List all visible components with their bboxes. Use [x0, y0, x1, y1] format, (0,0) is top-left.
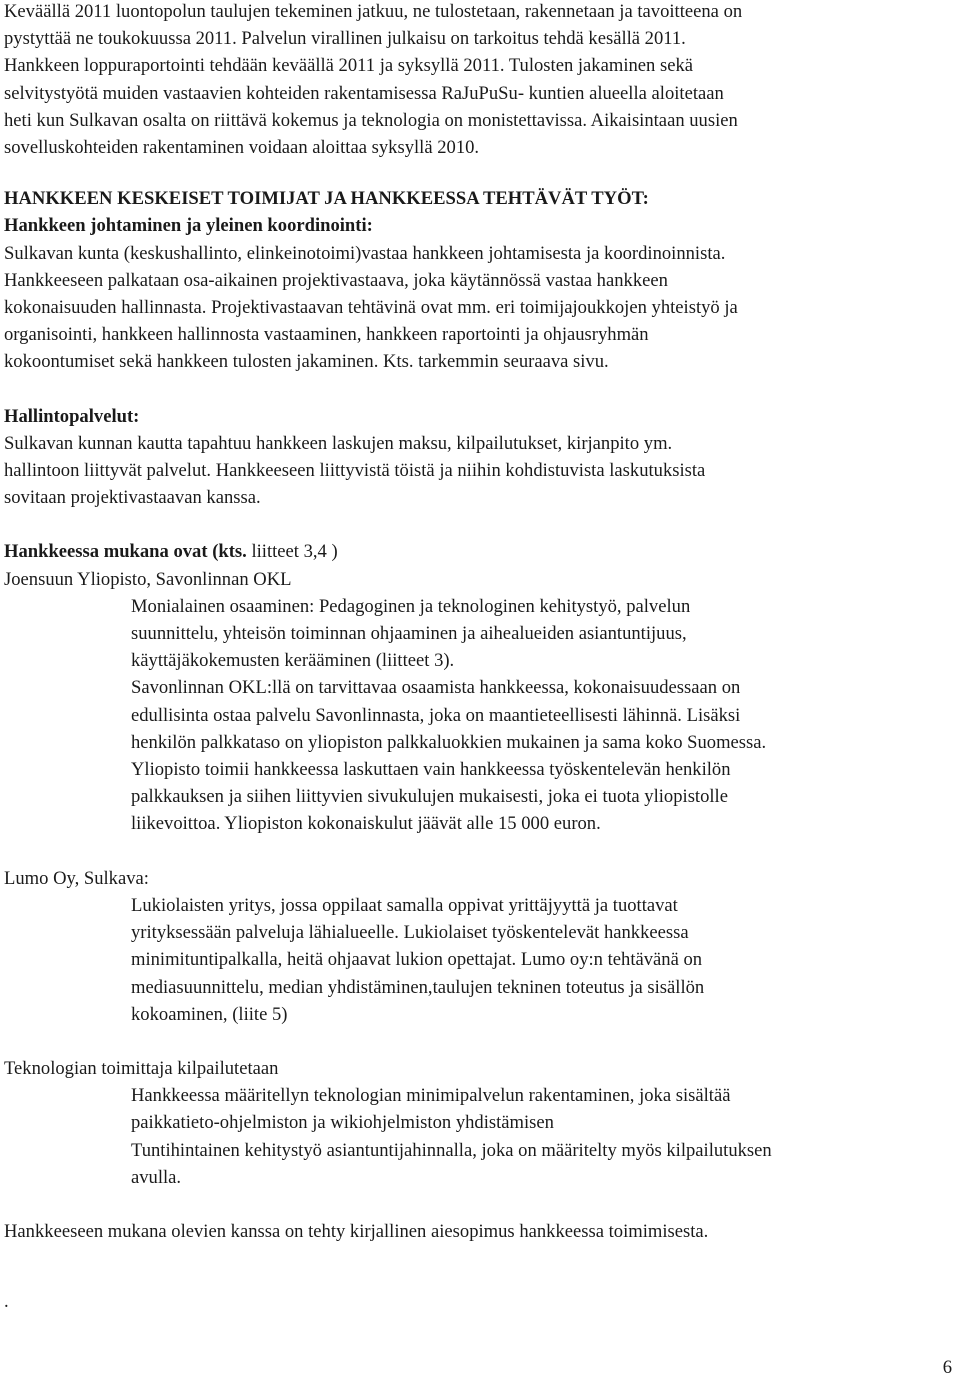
intro-paragraph: [4, 0, 954, 161]
section-admin: [4, 403, 954, 512]
text-line: kokoaminen, (liite 5): [131, 1003, 288, 1025]
text-line: palkkauksen ja siihen liittyvien sivukulujen mukaisesti, joka ei tuota yliopistolle: [131, 786, 728, 808]
section-heading: HANKKEEN KESKEISET TOIMIJAT JA HANKKEESSA TEHTÄVÄT TYÖT:: [4, 188, 649, 210]
text-line: sovitaan projektivastaavan kanssa.: [4, 487, 261, 509]
text-line: henkilön palkkataso on yliopiston palkkaluokkien mukainen ja sama koko Suomessa.: [131, 731, 767, 753]
heading-normal-part: liitteet 3,4 ): [246, 541, 338, 563]
text-line: minimituntipalkalla, heitä ohjaavat lukion opettajat. Lumo oy:n tehtävänä on: [131, 949, 703, 971]
text-line: yrityksessään palveluja lähialueelle. Lukiolaiset työskentelevät hankkeessa: [131, 922, 689, 944]
stray-dot: .: [4, 1291, 9, 1312]
text-line: Hankkeessa määritellyn teknologian minimipalvelun rakentaminen, joka sisältää: [131, 1085, 731, 1107]
text-line: Sulkavan kunnan kautta tapahtuu hankkeen laskujen maksu, kilpailutukset, kirjanpito ym.: [4, 432, 673, 454]
text-line: Yliopisto toimii hankkeessa laskuttaen vain hankkeessa työskentelevän henkilön: [131, 759, 731, 781]
section-partners: [4, 538, 954, 1245]
text-line: kokonaisuuden hallinnasta. Projektivastaavan tehtävinä ovat mm. eri toimijajoukkojen yhteistyö ja: [4, 297, 738, 319]
heading-bold-part: Hankkeessa mukana ovat (kts.: [4, 541, 247, 563]
text-line: organisointi, hankkeen hallinnosta vastaaminen, hankkeen raportointi ja ohjausryhmän: [4, 324, 649, 346]
text-line: avulla.: [131, 1166, 182, 1188]
partner-title-lumo: Lumo Oy, Sulkava:: [4, 867, 149, 889]
text-line: Lukiolaisten yritys, jossa oppilaat samalla oppivat yrittäjyyttä ja tuottavat: [131, 894, 678, 916]
partner-description-technology: [4, 1082, 954, 1191]
text-line: Monialainen osaaminen: Pedagoginen ja teknologinen kehitystyö, palvelun: [131, 595, 691, 617]
text-line: liikevoittoa. Yliopiston kokonaiskulut jäävät alle 15 000 euron.: [131, 813, 601, 835]
text-line: heti kun Sulkavan osalta on riittävä kokemus ja teknologia on monistettavissa. Aikaisintaan uusien: [4, 109, 738, 131]
page-number: 6: [942, 1357, 952, 1378]
section-heading: [4, 538, 954, 565]
text-line: Tuntihintainen kehitystyö asiantuntijahinnalla, joka on määritelty myös kilpailutuksen: [131, 1139, 772, 1161]
text-line: Sulkavan kunta (keskushallinto, elinkeinotoimi)vastaa hankkeen johtamisesta ja koordinoinnista.: [4, 242, 726, 264]
text-line: paikkatieto-ohjelmiston ja wikiohjelmiston yhdistämisen: [131, 1112, 554, 1134]
text-line: käyttäjäkokemusten kerääminen (liitteet 3).: [131, 650, 455, 672]
subsection-heading: Hankkeen johtaminen ja yleinen koordinointi:: [4, 215, 373, 237]
partner-description-university: [4, 593, 954, 838]
text-line: hallintoon liittyvät palvelut. Hankkeeseen liittyvistä töistä ja niihin kohdistuvista laskutuksista: [4, 460, 706, 482]
document-page: [4, 0, 954, 1245]
partner-title-technology: Teknologian toimittaja kilpailutetaan: [4, 1057, 279, 1079]
text-line: pystyttää ne toukokuussa 2011. Palvelun virallinen julkaisu on tarkoitus tehdä kesällä 2011.: [4, 28, 686, 50]
text-line: mediasuunnittelu, median yhdistäminen,taulujen tekninen toteutus ja sisällön: [131, 976, 705, 998]
text-line: Keväällä 2011 luontopolun taulujen tekeminen jatkuu, ne tulostetaan, rakennetaan ja tavoitteena on: [4, 1, 743, 22]
text-line: Hankkeeseen palkataan osa-aikainen projektivastaava, joka käytännössä vastaa hankkeen: [4, 269, 668, 291]
text-line: suunnittelu, yhteisön toiminnan ohjaaminen ja aihealueiden asiantuntijuus,: [131, 623, 687, 645]
partner-description-lumo: [4, 892, 954, 1028]
text-line: Hankkeen loppuraportointi tehdään keväällä 2011 ja syksyllä 2011. Tulosten jakaminen sekä: [4, 55, 694, 77]
text-line: selvitystyötä muiden vastaavien kohteiden rakentamisessa RaJuPuSu- kuntien alueella aloitetaan: [4, 82, 724, 104]
text-line: Savonlinnan OKL:llä on tarvittavaa osaamista hankkeessa, kokonaisuudessaan on: [131, 677, 741, 699]
closing-statement: Hankkeeseen mukana olevien kanssa on tehty kirjallinen aiesopimus hankkeessa toimimisesta.: [4, 1220, 709, 1242]
section-main: [4, 185, 954, 375]
section-heading: Hallintopalvelut:: [4, 405, 140, 427]
text-line: kokoontumiset sekä hankkeen tulosten jakaminen. Kts. tarkemmin seuraava sivu.: [4, 351, 609, 373]
text-line: sovelluskohteiden rakentaminen voidaan aloittaa syksyllä 2010.: [4, 137, 480, 159]
partner-title-university: Joensuun Yliopisto, Savonlinnan OKL: [4, 568, 292, 590]
text-line: edullisinta ostaa palvelu Savonlinnasta, joka on maantieteellisesti lähinnä. Lisäksi: [131, 704, 741, 726]
